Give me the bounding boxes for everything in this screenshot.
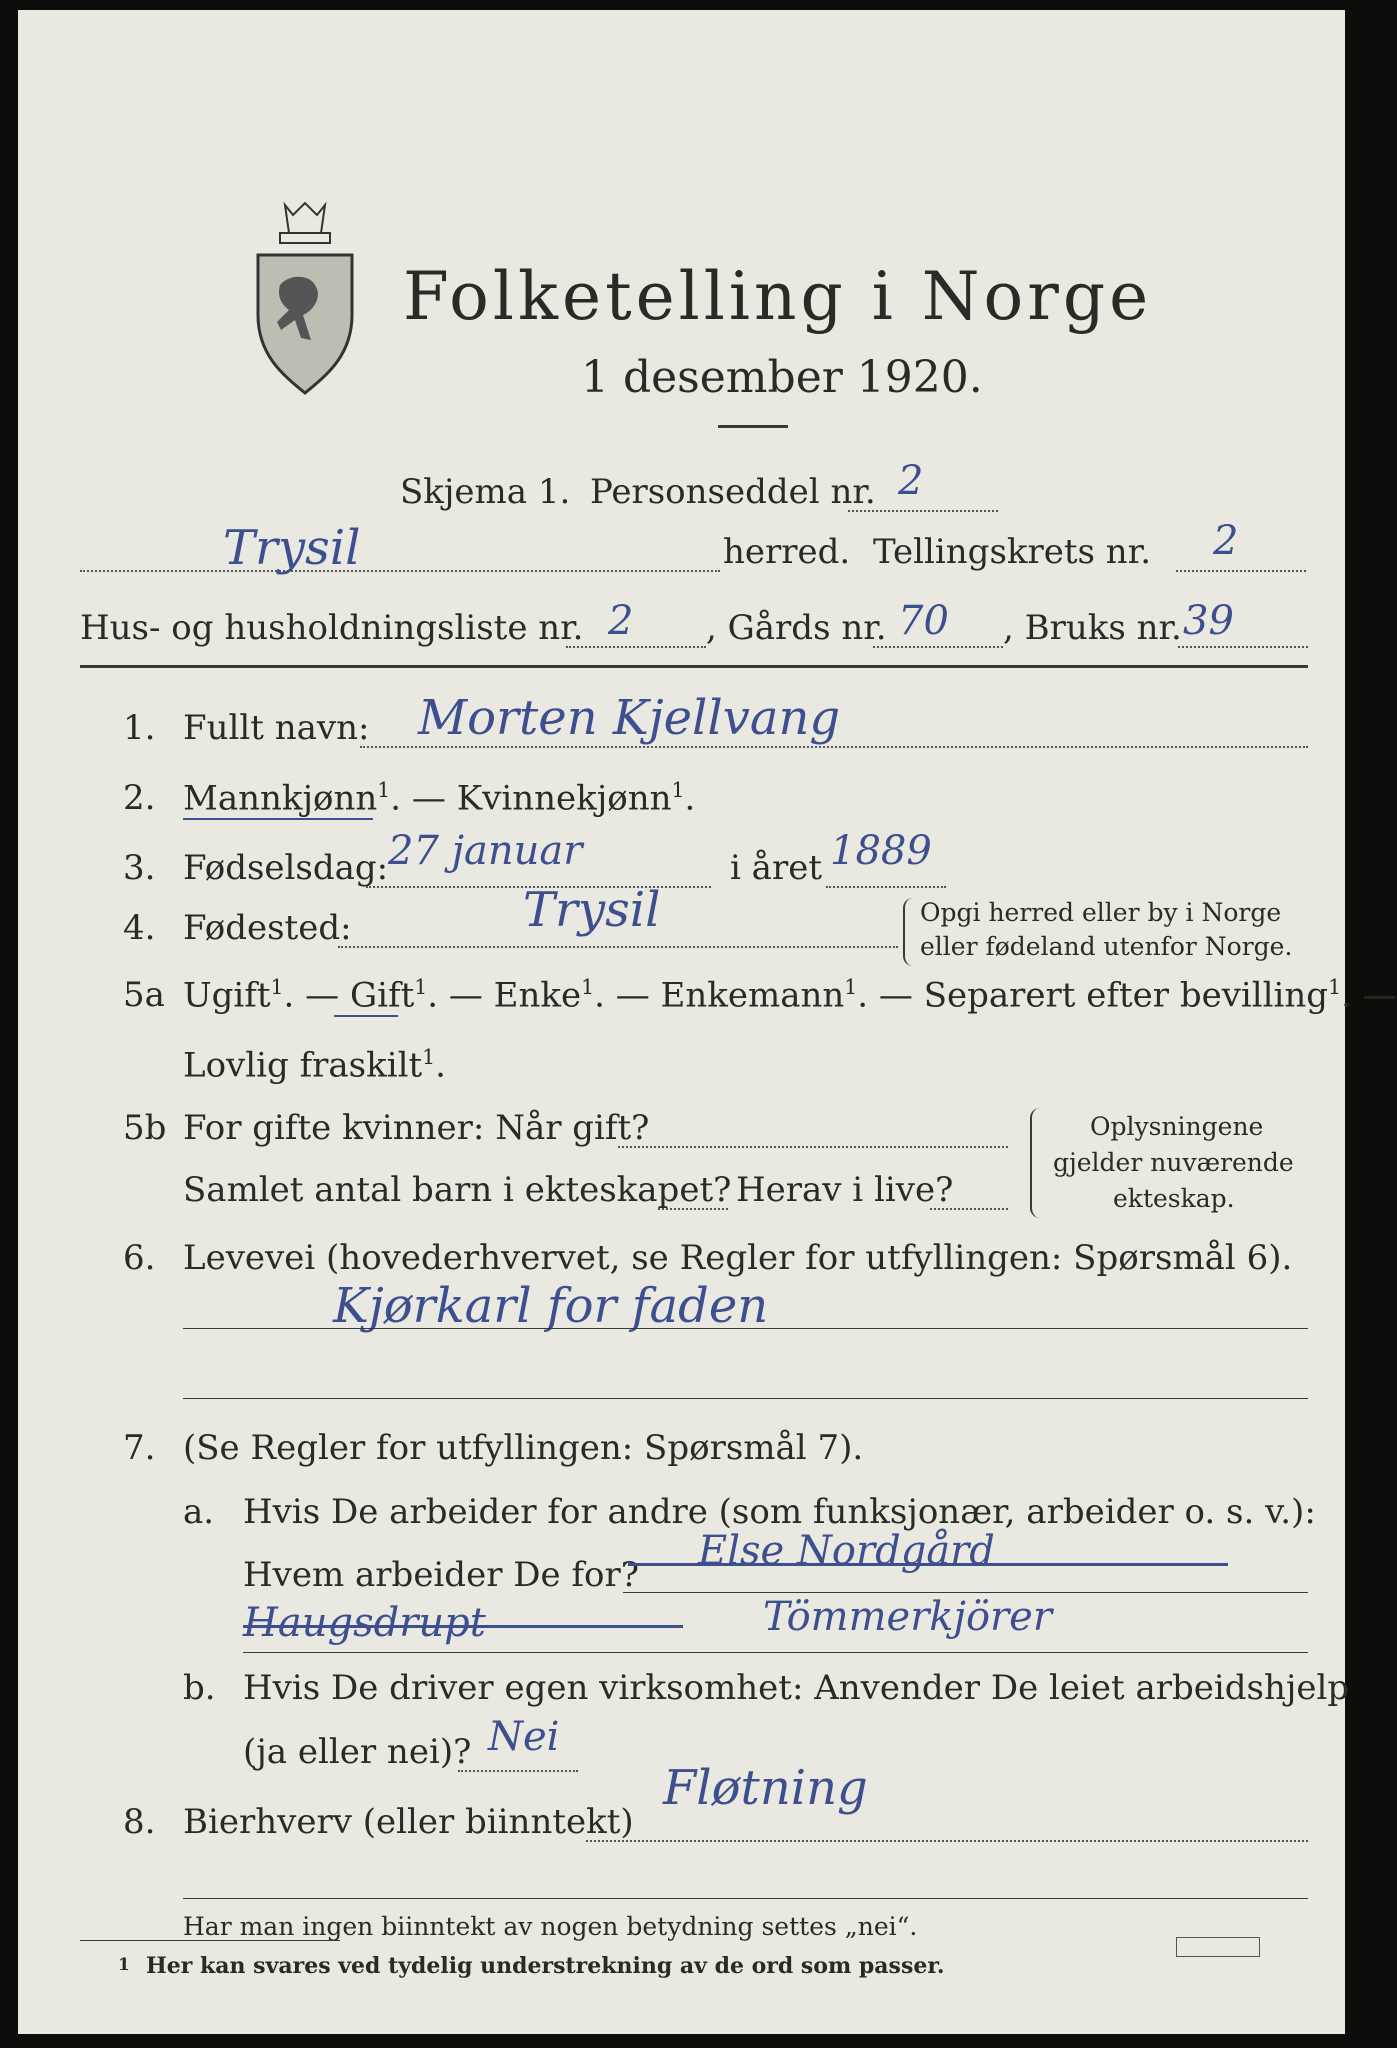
coat-of-arms-icon xyxy=(240,195,370,395)
gards-value: 70 xyxy=(898,598,949,644)
q2-gender-options: Mannkjønn$^1$. — Kvinnekjønn$^1$. xyxy=(183,778,696,819)
hus-value: 2 xyxy=(608,598,634,644)
q3-number: 3. xyxy=(123,848,156,888)
q8-value: Fløtning xyxy=(663,1760,868,1816)
q6-number: 6. xyxy=(123,1238,156,1278)
q7-number: 7. xyxy=(123,1428,156,1468)
census-form xyxy=(18,10,1397,2034)
q7b-yes-no-label: (ja eller nei)? xyxy=(243,1732,472,1772)
census-date: 1 desember 1920. xyxy=(581,352,983,403)
q8-number: 8. xyxy=(123,1802,156,1842)
q6-label: Levevei (hovederhvervet, se Regler for utfyllingen: Spørsmål 6). xyxy=(183,1238,1293,1278)
q7a-employer-struck: Else Nordgård xyxy=(698,1528,995,1574)
q5a-gift: Gift xyxy=(349,975,415,1016)
q4-label: Fødested: xyxy=(183,908,352,948)
q1-label: Fullt navn: xyxy=(183,708,370,748)
herred-value: Trysil xyxy=(223,520,361,576)
bruks-label: , Bruks nr. xyxy=(1003,608,1182,648)
q1-number: 1. xyxy=(123,708,156,748)
q7a-employer-value: Tömmerkjörer xyxy=(763,1594,1052,1640)
q5a-lovlig: Lovlig fraskilt$^1$. xyxy=(183,1045,446,1086)
q2-female: Kvinnekjønn xyxy=(456,778,672,819)
q4-note-line-1: Opgi herred eller by i Norge xyxy=(920,898,1282,927)
q3-year-label: i året xyxy=(730,848,822,888)
q5b-alive-label: Herav i live? xyxy=(736,1170,954,1210)
q7a-employer-struck-2: Haugsdrupt xyxy=(243,1600,486,1646)
q5b-note-line-3: ekteskap. xyxy=(1113,1184,1235,1213)
q7a-employer-label: Hvem arbeider De for? xyxy=(243,1555,639,1595)
q4-birthplace: Trysil xyxy=(523,882,661,938)
q7-label: (Se Regler for utfyllingen: Spørsmål 7). xyxy=(183,1428,864,1468)
tellingskrets-value: 2 xyxy=(1213,518,1239,564)
header-divider xyxy=(80,665,1308,668)
q7a-number: a. xyxy=(183,1492,215,1532)
q3-birth-date: 27 januar xyxy=(388,828,583,874)
q7a-label: Hvis De arbeider for andre (som funksjonær, arbeider o. s. v.): xyxy=(243,1492,1316,1532)
q2-male: Mannkjønn xyxy=(183,778,378,819)
q1-full-name: Morten Kjellvang xyxy=(418,690,841,746)
hus-label: Hus- og husholdningsliste nr. xyxy=(80,608,584,648)
title-divider xyxy=(718,425,788,428)
q5b-note-line-1: Oplysningene xyxy=(1090,1112,1264,1141)
q7b-number: b. xyxy=(183,1668,216,1708)
q3-label: Fødselsdag: xyxy=(183,848,389,888)
q7b-value: Nei xyxy=(488,1714,560,1760)
q4-number: 4. xyxy=(123,908,156,948)
personseddel-label: Personseddel nr. xyxy=(590,472,876,512)
herred-label: herred. xyxy=(723,532,851,572)
footnote-text: Her kan svares ved tydelig understrekning av de ord som passer. xyxy=(146,1953,945,1979)
q4-note-line-2: eller fødeland utenfor Norge. xyxy=(920,932,1293,961)
q5a-number: 5a xyxy=(123,975,165,1015)
q3-birth-year: 1889 xyxy=(830,828,932,874)
q8-note: Har man ingen biinntekt av nogen betydning settes „nei“. xyxy=(183,1912,918,1941)
personseddel-value: 2 xyxy=(898,458,924,504)
q5a-gift-underline xyxy=(334,1015,398,1017)
schema-label: Skjema 1. xyxy=(400,472,571,512)
q5b-label: For gifte kvinner: Når gift? xyxy=(183,1108,650,1148)
form-title: Folketelling i Norge xyxy=(403,258,1153,335)
q6-occupation: Kjørkarl for faden xyxy=(333,1278,769,1334)
q5b-note-line-2: gjelder nuværende xyxy=(1053,1148,1294,1177)
q5a-marital-options: Ugift$^1$. — Gift$^1$. — Enke$^1$. — Enkemann$^1$. — Separert efter bevilling$^1$. — xyxy=(183,975,1397,1016)
gards-label: , Gårds nr. xyxy=(706,608,887,648)
q2-male-underline xyxy=(183,818,373,820)
q8-label: Bierhverv (eller biinntekt) xyxy=(183,1802,634,1842)
q5b-children-label: Samlet antal barn i ekteskapet? xyxy=(183,1170,732,1210)
q5b-number: 5b xyxy=(123,1108,167,1148)
q7b-label: Hvis De driver egen virksomhet: Anvender De leiet arbeidshjelp xyxy=(243,1668,1350,1708)
footnote-mark: 1 xyxy=(118,1955,130,1975)
bruks-value: 39 xyxy=(1183,598,1234,644)
tellingskrets-label: Tellingskrets nr. xyxy=(873,532,1152,572)
q2-number: 2. xyxy=(123,778,156,818)
printer-stamp xyxy=(1176,1937,1260,1957)
